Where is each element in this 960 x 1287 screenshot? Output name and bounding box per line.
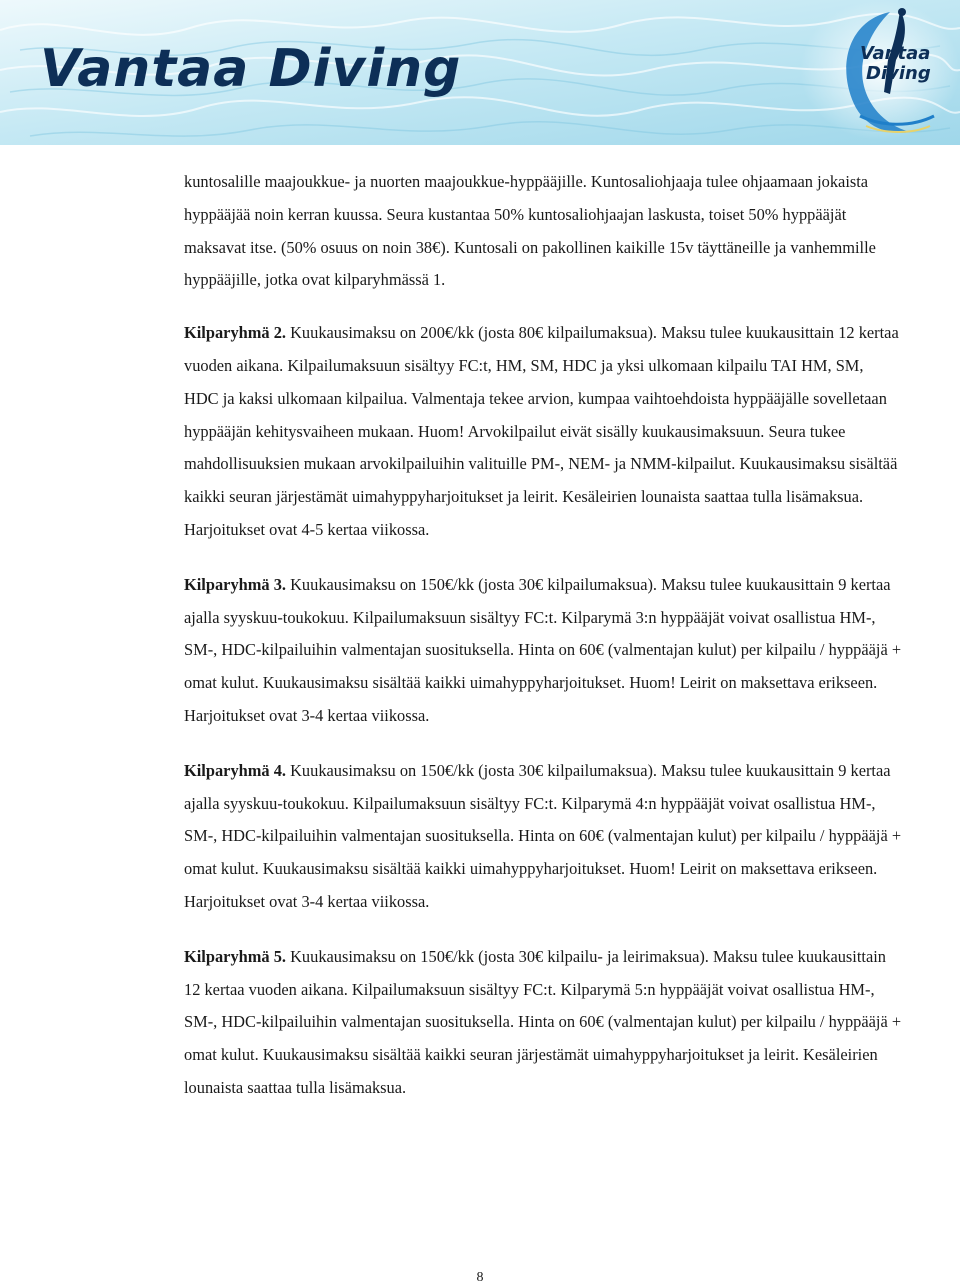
page-number: 8 — [476, 1270, 484, 1285]
logo-text-line1: Vantaa — [860, 43, 931, 64]
header-banner — [0, 0, 960, 145]
club-logo — [830, 4, 952, 140]
group-paragraph-2 — [184, 317, 902, 547]
group-text-4: Kuukausimaksu on 150€/kk (josta 30€ kilpailumaksua). Maksu tulee kuukausittain 9 kertaa ajalla syyskuu-toukokuu. Kilpailumaksuun sisältyy FC:t. Kilparymä 4:n hyppääjät voivat osallistua HM-, SM-, HDC-kilpailuihin valmentajan suosituksella. Hinta on 60€ (valmentajan kulut) per kilpailu / hyppääjä + omat kulut. Kuukausimaksu sisältää kaikki uimahyppyharjoitukset. Huom! Leirit on maksettava erikseen. Harjoitukset ovat 3-4 kertaa viikossa. — [184, 760, 902, 911]
document-body — [184, 166, 902, 1127]
group-text-5: Kuukausimaksu on 150€/kk (josta 30€ kilpailu- ja leirimaksua). Maksu tulee kuukausittain 12 kertaa vuoden aikana. Kilpailumaksuun sisältyy FC:t. Kilparymä 5:n hyppääjät voivat osallistua HM-, SM-, HDC-kilpailuihin valmentajan suosituksella. Hinta on 60€ (valmentajan kulut) per kilpailu / hyppääjä + omat kulut. Kuukausimaksu sisältää kaikki seuran järjestämät uimahyppyharjoitukset ja leirit. Kesäleirien lounaista saattaa tulla lisämaksua. — [184, 946, 902, 1097]
group-text-3: Kuukausimaksu on 150€/kk (josta 30€ kilpailumaksua). Maksu tulee kuukausittain 9 kertaa ajalla syyskuu-toukokuu. Kilpailumaksuun sisältyy FC:t. Kilparymä 3:n hyppääjät voivat osallistua HM-, SM-, HDC-kilpailuihin valmentajan suosituksella. Hinta on 60€ (valmentajan kulut) per kilpailu / hyppääjä + omat kulut. Kuukausimaksu sisältää kaikki uimahyppyharjoitukset. Huom! Leirit on maksettava erikseen. Harjoitukset ovat 3-4 kertaa viikossa. — [184, 574, 902, 725]
group-title-3: Kilparyhmä 3. — [184, 574, 286, 594]
intro-paragraph: kuntosalille maajoukkue- ja nuorten maajoukkue-hyppääjille. Kuntosaliohjaaja tulee ohjaamaan jokaista hyppääjää noin kerran kuussa. Seura kustantaa 50% kuntosaliohjaajan laskusta, toiset 50% hyppääjät maksavat itse. (50% osuus on noin 38€). Kuntosali on pakollinen kaikille 15v täyttäneille ja vanhemmille hyppääjille, jotka ovat kilparyhmässä 1. — [184, 172, 876, 290]
group-paragraph-3 — [184, 569, 902, 733]
group-paragraph-4 — [184, 755, 902, 919]
group-paragraph-5 — [184, 941, 902, 1105]
group-title-2: Kilparyhmä 2. — [184, 323, 286, 343]
group-title-5: Kilparyhmä 5. — [184, 946, 286, 966]
group-title-4: Kilparyhmä 4. — [184, 760, 286, 780]
brand-wordmark: Vantaa Diving — [40, 39, 462, 99]
group-text-2: Kuukausimaksu on 200€/kk (josta 80€ kilpailumaksua). Maksu tulee kuukausittain 12 kertaa vuoden aikana. Kilpailumaksuun sisältyy FC:t, HM, SM, HDC ja yksi ulkomaan kilpailu TAI HM, SM, HDC ja kaksi ulkomaan kilpailua. Valmentaja tekee arvion, kumpaa vaihtoehdoista hyppääjälle sovelletaan hyppääjän kehitysvaiheen mukaan. Huom! Arvokilpailut eivät sisälly kuukausimaksuun. Seura tukee mahdollisuuksien mukaan arvokilpailuihin valituille PM-, NEM- ja NMM-kilpailut. Kuukausimaksu sisältää kaikki seuran järjestämät uimahyppyharjoitukset ja leirit. Kesäleirien lounaista saattaa tulla lisämaksua. Harjoitukset ovat 4-5 kertaa viikossa. — [184, 323, 899, 539]
logo-text-line2: Diving — [866, 63, 931, 84]
